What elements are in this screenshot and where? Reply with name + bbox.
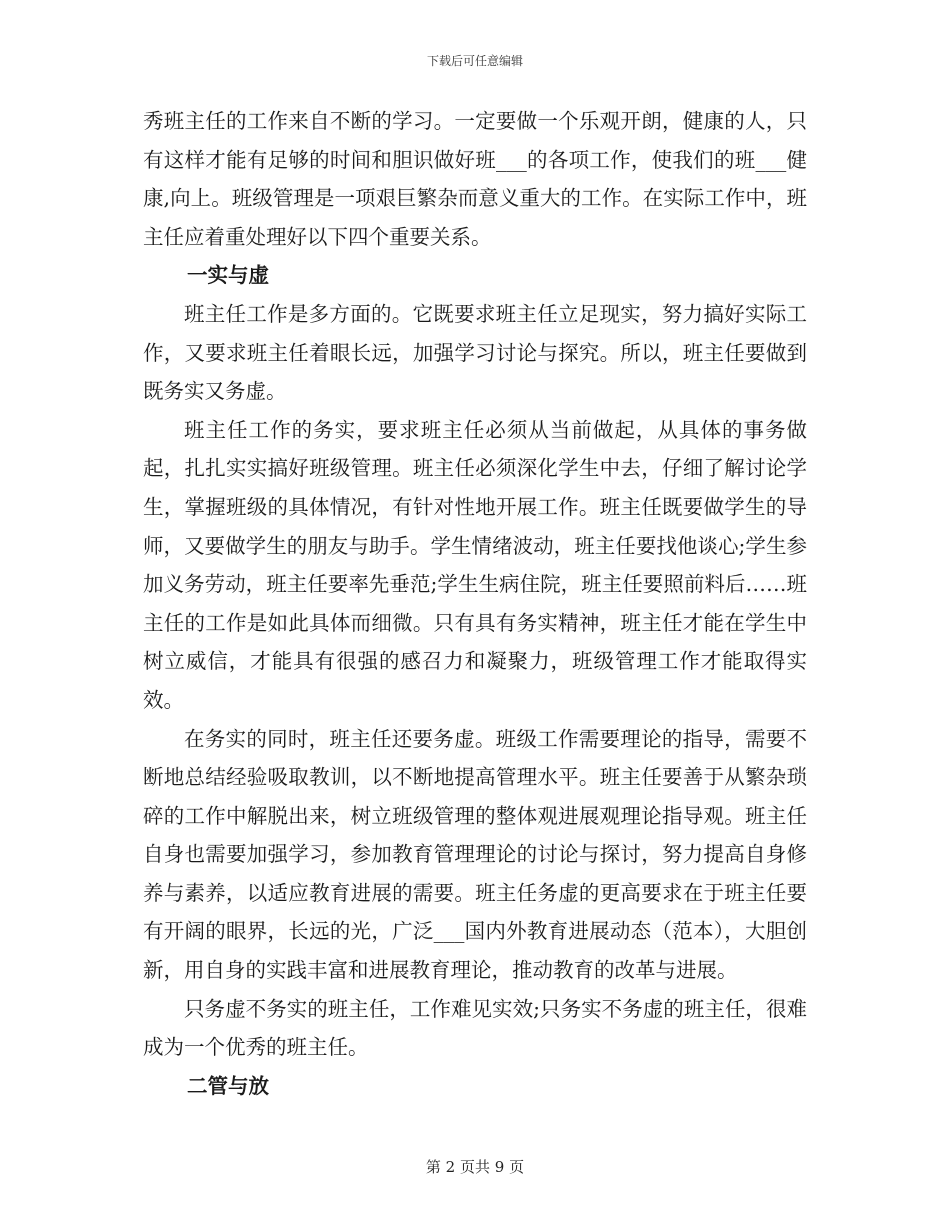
document-body bbox=[143, 102, 807, 1105]
page-header-note: 下载后可任意编辑 bbox=[426, 54, 523, 68]
paragraph-intro: 秀班主任的工作来自不断的学习。一定要做一个乐观开朗，健康的人，只有这样才能有足够的时间和胆识做好班___的各项工作，使我们的班___健康,向上。班级管理是一项艰巨繁杂而意义重大的工作。在实际工作中，班主任应着重处理好以下四个重要关系。 bbox=[143, 109, 807, 249]
paragraph-1: 班主任工作是多方面的。它既要求班主任立足现实，努力搞好实际工作，又要求班主任着眼长远，加强学习讨论与探究。所以，班主任要做到既务实又务虚。 bbox=[143, 301, 807, 404]
paragraph-3: 在务实的同时，班主任还要务虚。班级工作需要理论的指导，需要不断地总结经验吸取教训，以不断地提高管理水平。班主任要善于从繁杂琐碎的工作中解脱出来，树立班级管理的整体观进展观理论指导观。班主任自身也需要加强学习，参加教育管理理论的讨论与探讨，努力提高自身修养与素养，以适应教育进展的需要。班主任务虚的更高要求在于班主任要有开阔的眼界，长远的光，广泛___国内外教育进展动态（范本），大胆创新，用自身的实践丰富和进展教育理论，推动教育的改革与进展。 bbox=[143, 726, 807, 983]
paragraph-2: 班主任工作的务实，要求班主任必须从当前做起，从具体的事务做起，扎扎实实搞好班级管理。班主任必须深化学生中去，仔细了解讨论学生，掌握班级的具体情况，有针对性地开展工作。班主任既要做学生的导师，又要做学生的朋友与助手。学生情绪波动，班主任要找他谈心;学生参加义务劳动，班主任要率先垂范;学生生病住院，班主任要照前料后……班主任的工作是如此具体而细微。只有具有务实精神，班主任才能在学生中树立威信，才能具有很强的感召力和凝聚力，班级管理工作才能取得实效。 bbox=[143, 417, 807, 712]
paragraph-4: 只务虚不务实的班主任，工作难见实效;只务实不务虚的班主任，很难成为一个优秀的班主任。 bbox=[143, 996, 807, 1060]
section-heading-1: 一实与虚 bbox=[187, 263, 269, 288]
section-heading-2: 二管与放 bbox=[187, 1073, 269, 1098]
page-number: 第 2 页共 9 页 bbox=[425, 1158, 525, 1176]
